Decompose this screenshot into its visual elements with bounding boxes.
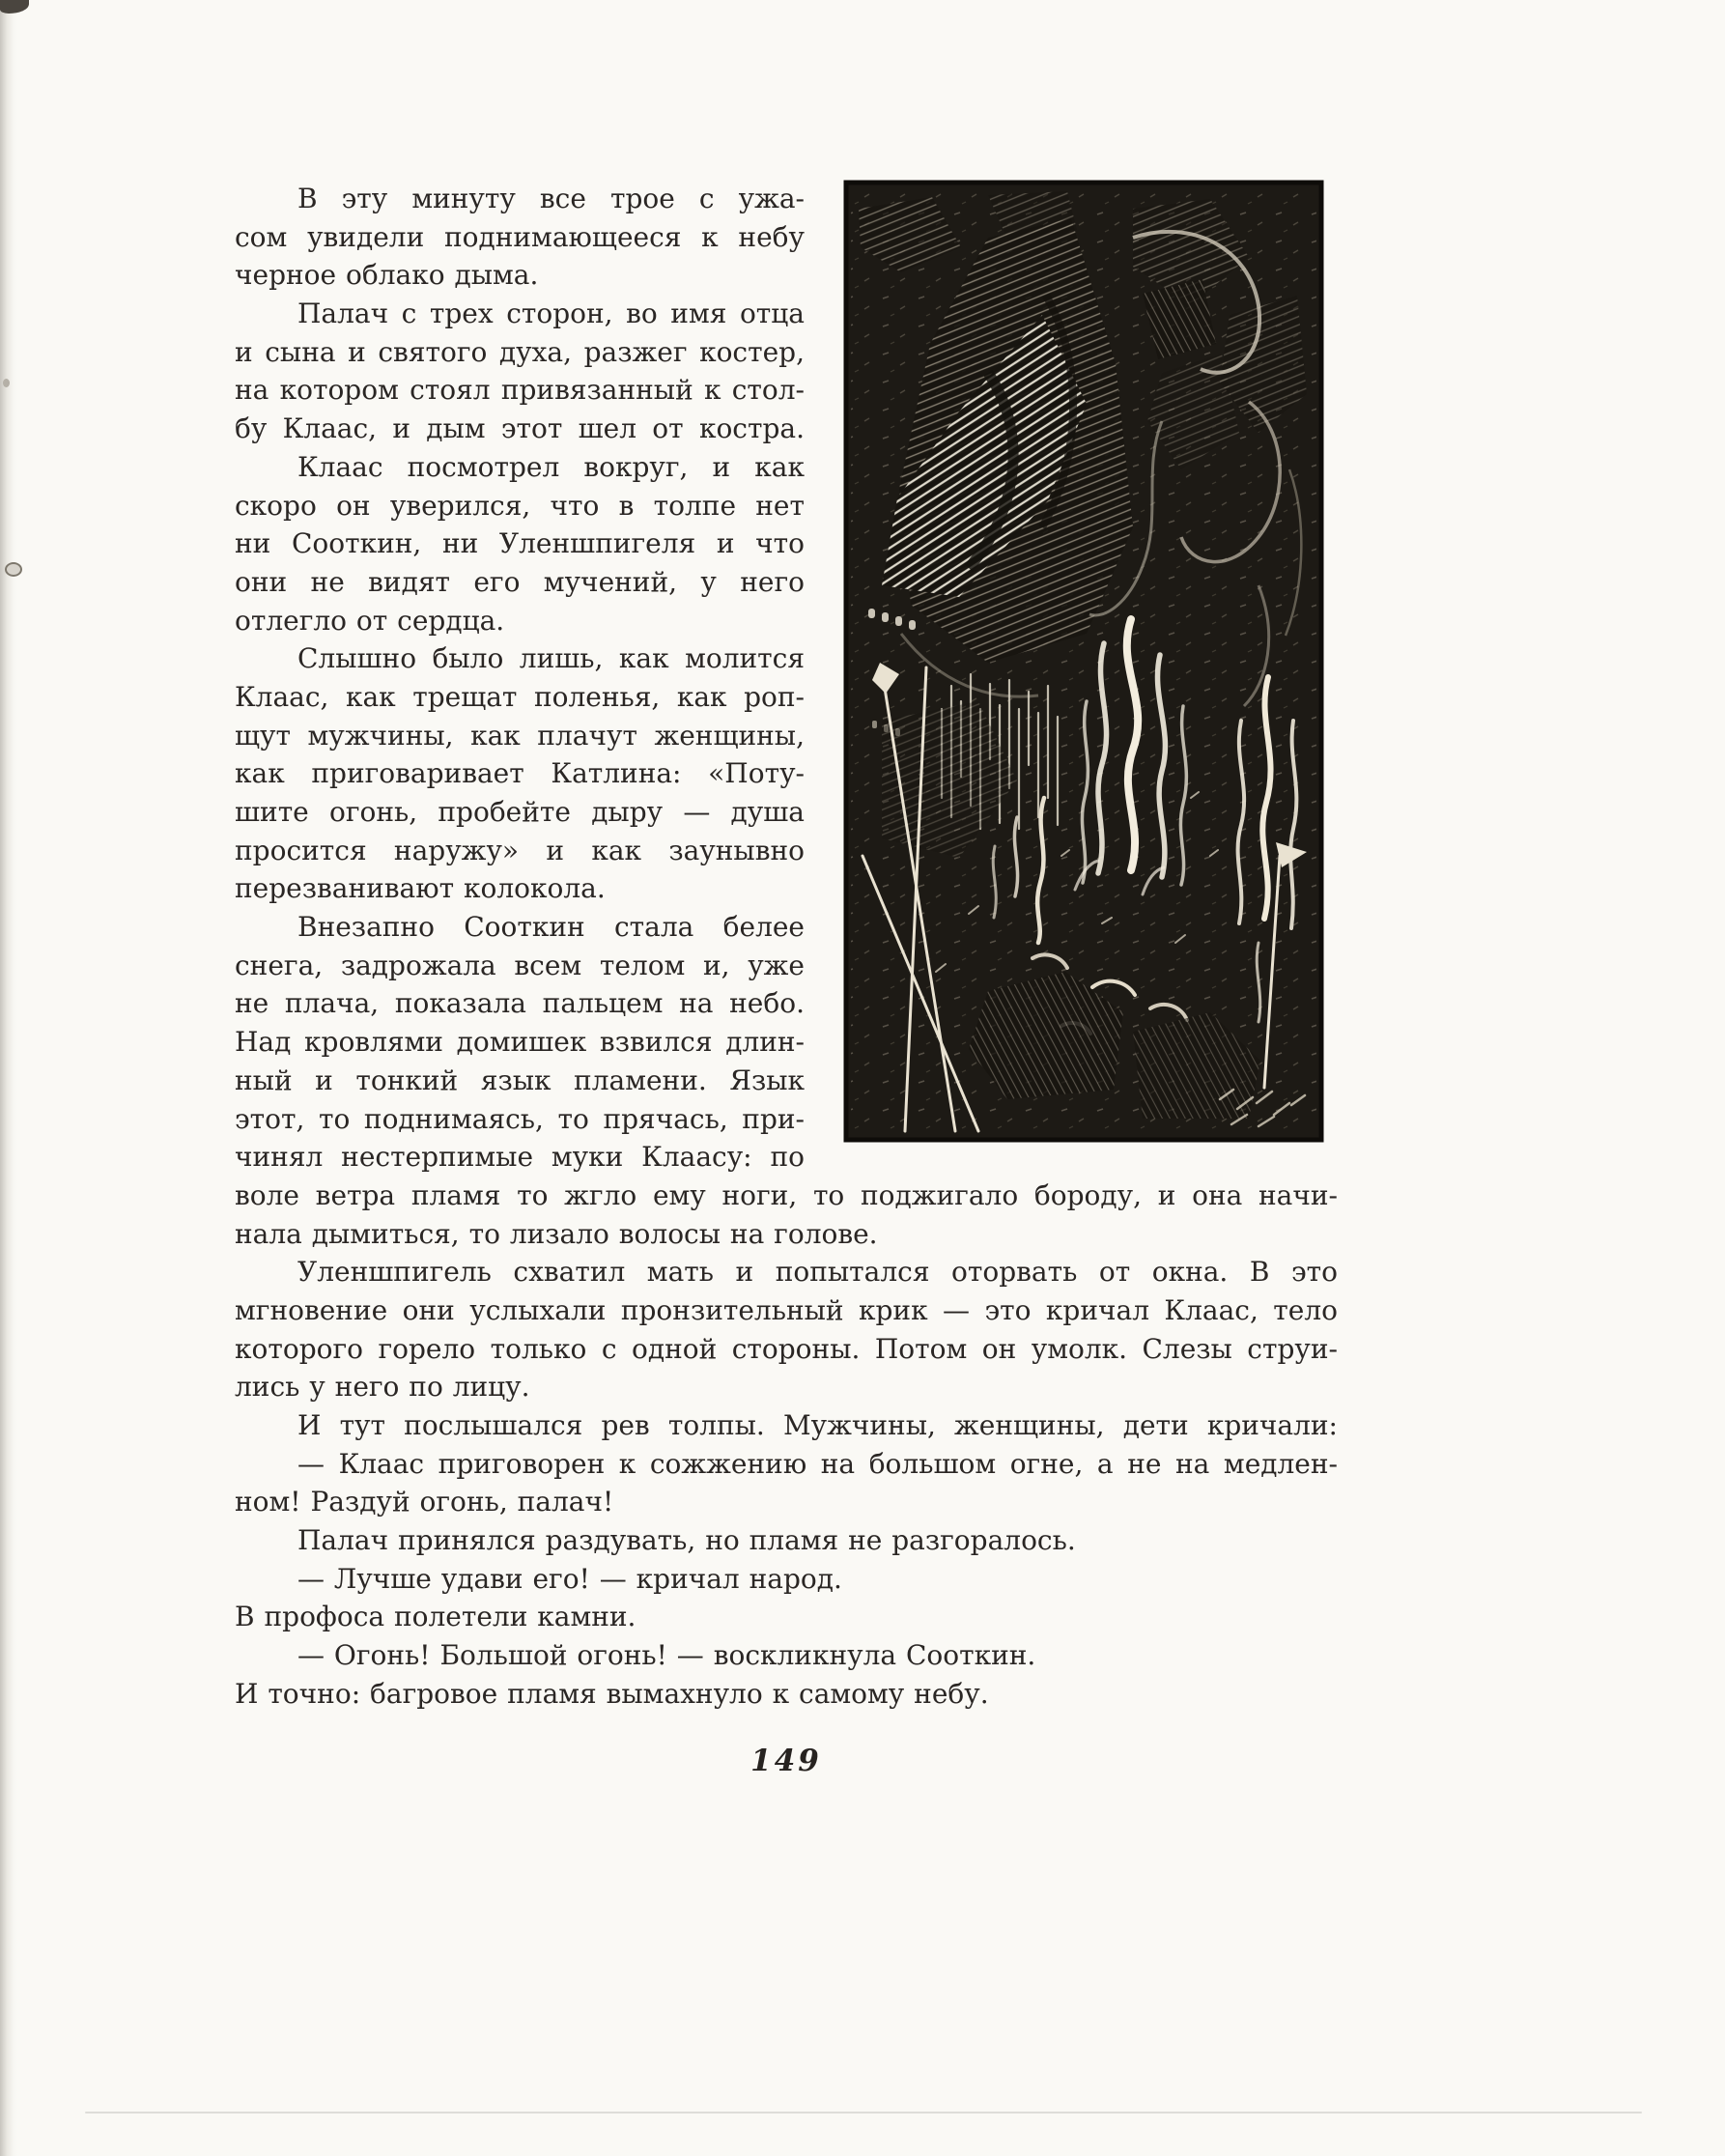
text-line: лись у него по лицу. [235, 1371, 530, 1404]
text-line: снега, задрожала всем телом и, уже [235, 949, 805, 981]
scan-corner-artifact [0, 0, 29, 14]
text-line: — Лучше удави его! — кричал народ. [297, 1562, 842, 1595]
text-line: которого горело только с одной стороны. Потом он умолк. Слезы струи- [235, 1332, 1338, 1365]
text-line: отлегло от сердца. [235, 604, 505, 637]
text-line: — Огонь! Большой огонь! — воскликнула Сооткин. [297, 1639, 1036, 1672]
text-line: перезванивают колокола. [235, 872, 606, 905]
text-line: Слышно было лишь, как молится [297, 642, 805, 675]
text-line: Внезапно Сооткин стала белее [297, 911, 805, 944]
text-line: сом увидели поднимающееся к небу [235, 220, 805, 253]
text-line: и сына и святого духа, разжег костер, [235, 335, 805, 368]
text-line: просится наружу» и как заунывно [235, 834, 805, 866]
text-line: нала дымиться, то лизало волосы на голове. [235, 1217, 878, 1250]
text-line: И тут послышался рев толпы. Мужчины, женщины, дети кричали: [297, 1409, 1338, 1441]
text-line: как приговаривает Катлина: «Поту- [235, 757, 805, 790]
text-line: Над кровлями домишек взвился длин- [235, 1026, 805, 1059]
text-line: В профоса полетели камни. [235, 1601, 636, 1633]
text-line: чинял нестерпимые муки Клаасу: по [235, 1141, 805, 1174]
text-line: щут мужчины, как плачут женщины, [235, 719, 805, 752]
text-line: воле ветра пламя то жгло ему ноги, то поджигало бороду, и она начи- [235, 1178, 1338, 1211]
text-line: на котором стоял привязанный к стол- [235, 374, 805, 407]
text-line: шите огонь, пробейте дыру — душа [235, 796, 805, 828]
text-line: Палач принялся раздувать, но пламя не разгоралось. [297, 1524, 1076, 1557]
page-number: 149 [750, 1743, 822, 1778]
text-line: — Клаас приговорен к сожжению на большом огне, а не на медлен- [297, 1447, 1338, 1480]
narrow-column [235, 180, 805, 1177]
text-line: И точно: багровое пламя вымахнуло к самому небу. [235, 1677, 989, 1710]
text-line: Палач с трех сторон, во имя отца [297, 298, 805, 330]
scan-edge-shadow [0, 0, 17, 2156]
text-line: бу Клаас, и дым этот шел от костра. [235, 412, 805, 445]
text-line: ном! Раздуй огонь, палач! [235, 1486, 614, 1518]
text-line: ный и тонкий язык пламени. Язык [235, 1064, 805, 1096]
text-line: не плача, показала пальцем на небо. [235, 987, 805, 1020]
text-line: В эту минуту все трое с ужа- [297, 183, 805, 214]
scan-bottom-line [85, 2112, 1642, 2113]
text-line: этот, то поднимаясь, то прячась, при- [235, 1102, 805, 1135]
text-line: Уленшпигель схватил мать и попытался оторвать от окна. В это [297, 1256, 1338, 1289]
scan-speck [5, 562, 22, 577]
text-line: они не видят его мучений, у него [235, 565, 805, 598]
text-line: Клаас, как трещат поленья, как роп- [235, 680, 805, 713]
scan-speck [3, 379, 10, 387]
text-line: черное облако дыма. [235, 259, 539, 292]
text-block [235, 180, 1338, 1780]
full-width-text [235, 1177, 1338, 1714]
text-line: Клаас посмотрел вокруг, и как [297, 450, 805, 483]
text-line: ни Сооткин, ни Уленшпигеля и что [235, 527, 805, 560]
text-line: мгновение они услыхали пронзительный крик — это кричал Клаас, тело [235, 1293, 1338, 1326]
text-line: скоро он уверился, что в толпе нет [235, 489, 805, 522]
